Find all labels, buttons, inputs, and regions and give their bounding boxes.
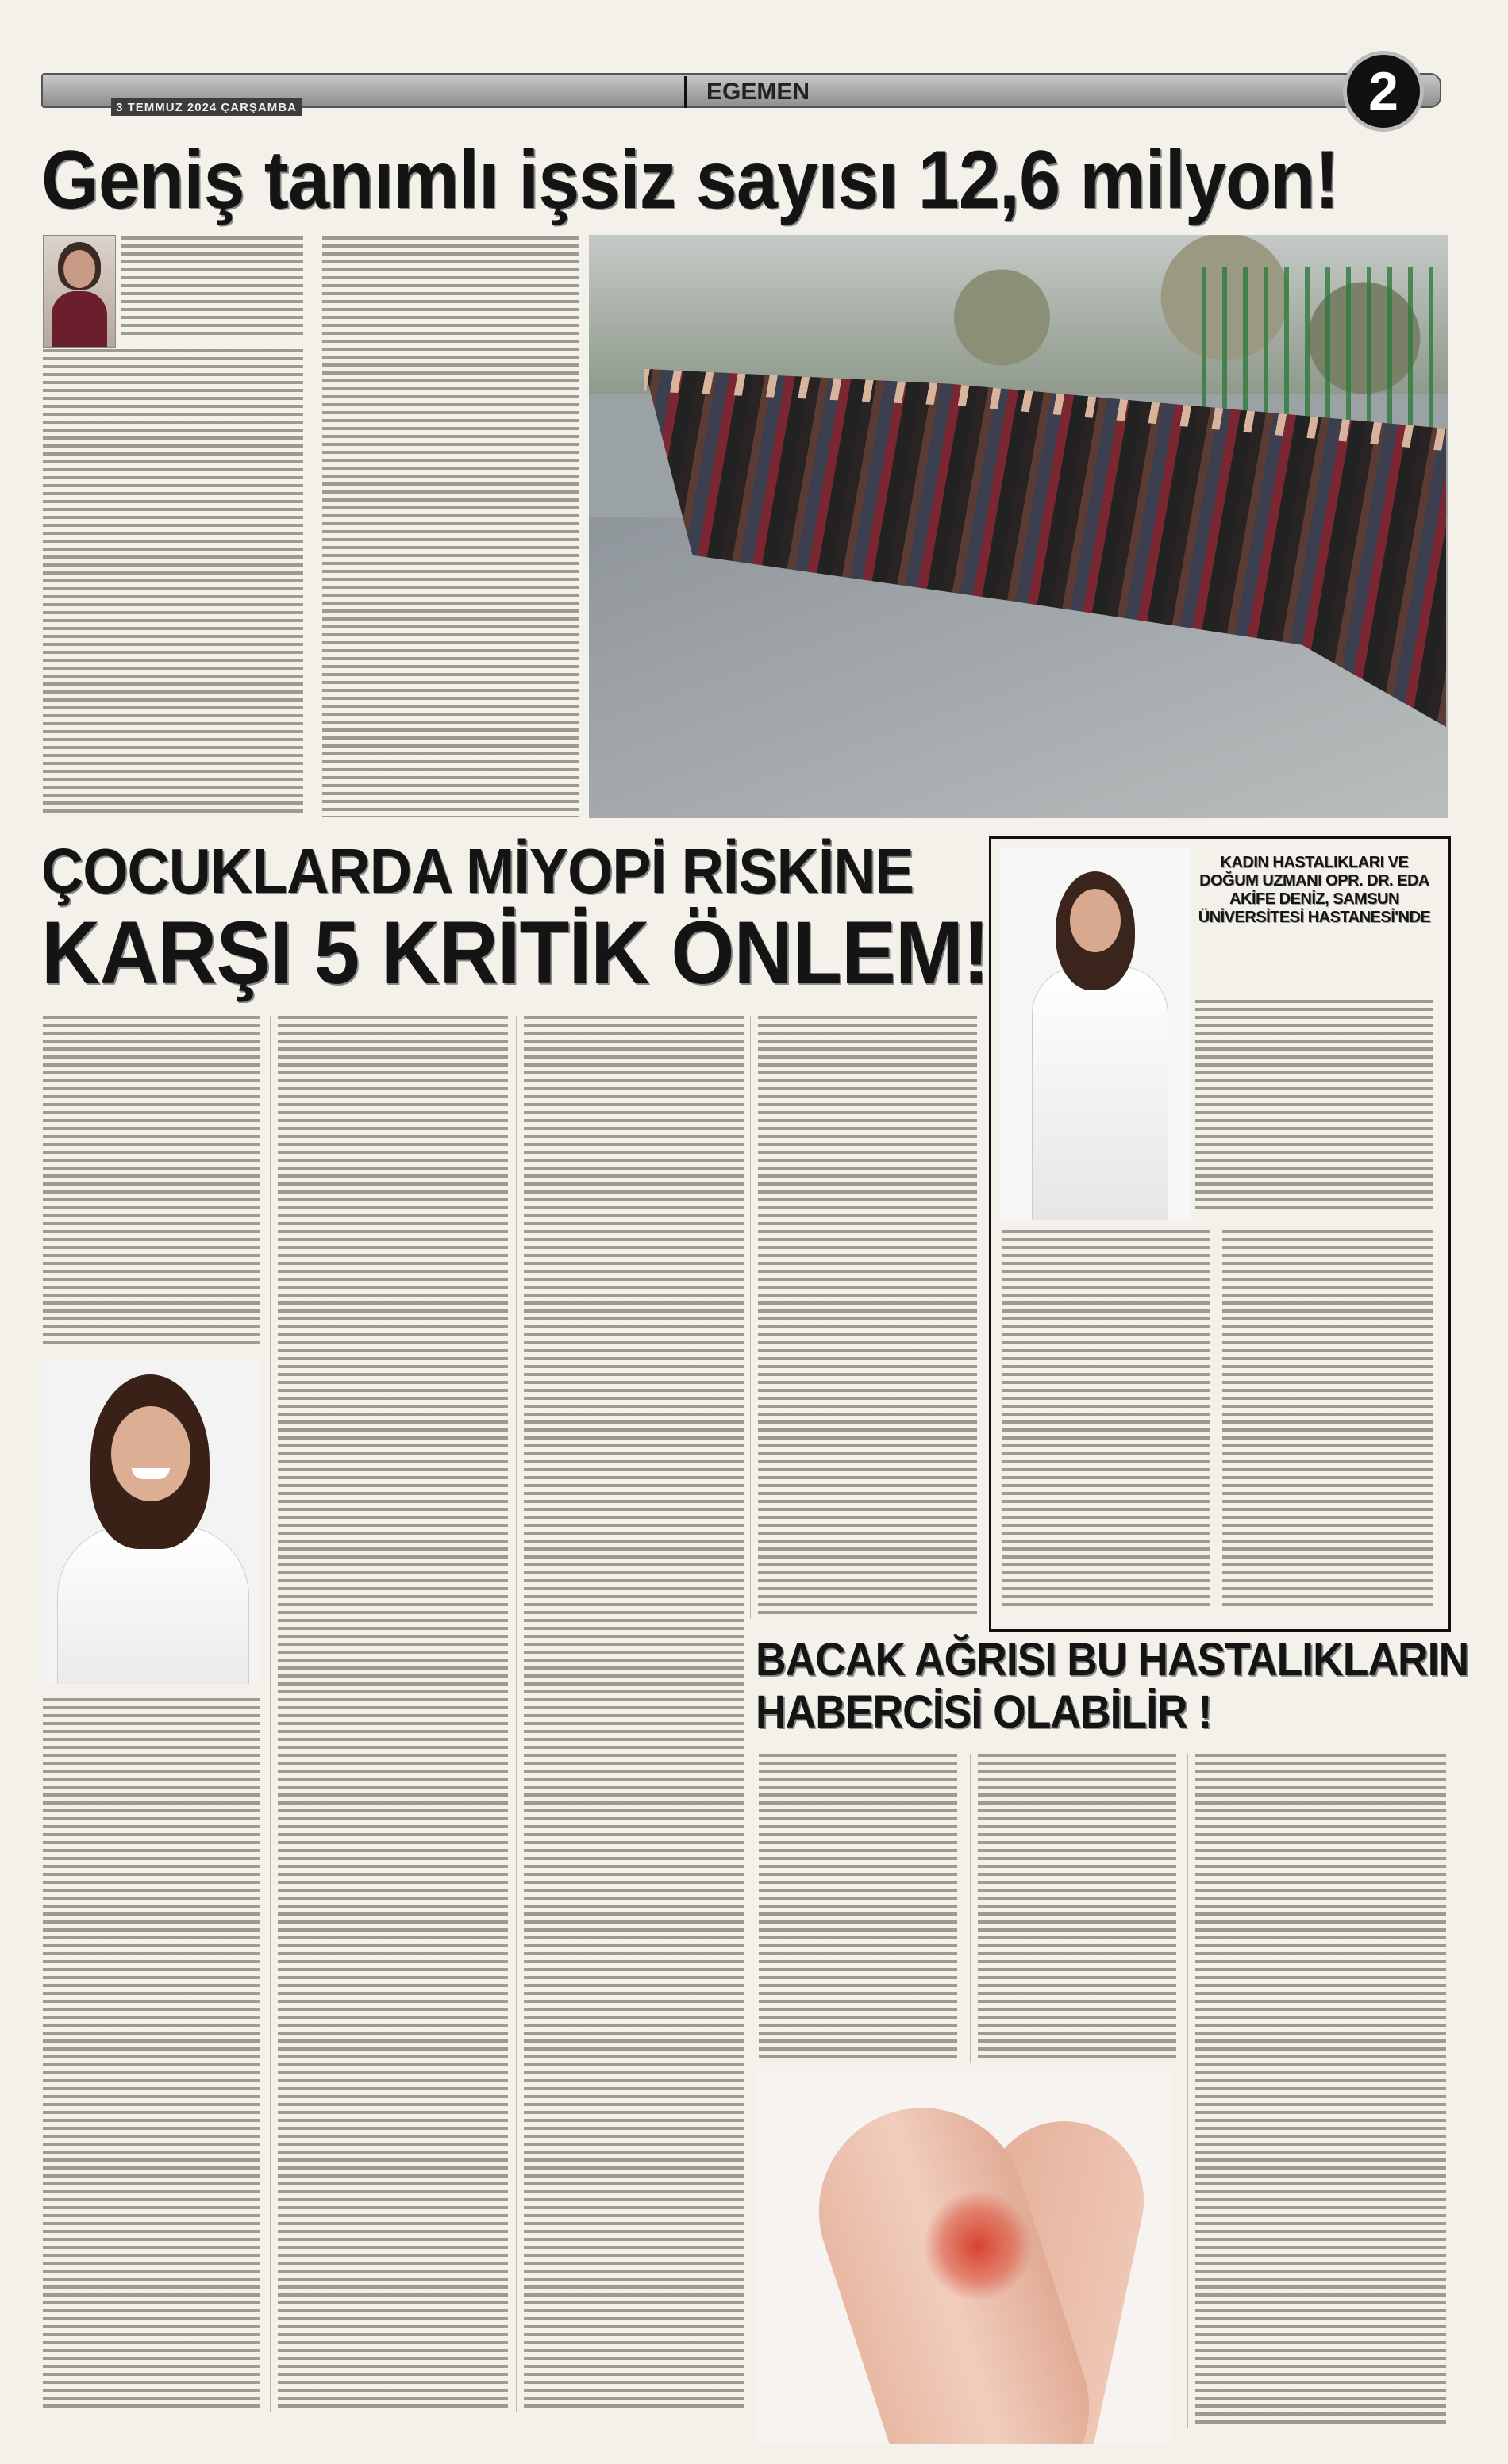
doctor-portrait-photo: [1000, 848, 1191, 1220]
article2-text-col1: [43, 1698, 260, 2412]
doctor-sidebar-text-col2: [1222, 1230, 1433, 1611]
columnist-photo: [43, 235, 116, 348]
article3-text-col2: [978, 1754, 1176, 2063]
woman-portrait-photo: [41, 1359, 260, 1684]
column-divider: [750, 1016, 751, 1619]
article3-headline-line2: HABERCİSİ OLABİLİR !: [756, 1686, 1212, 1738]
article2-headline-line2: KARŞI 5 KRİTİK ÖNLEM!: [41, 903, 990, 1002]
column-divider: [970, 1754, 971, 2063]
doctor-sidebar-title: KADIN HASTALIKLARI VE DOĞUM UZMANI OPR. DR. EDA AKİFE DENİZ, SAMSUN ÜNİVERSİTESİ HASTANESİ'NDE: [1198, 854, 1431, 926]
issue-date: 3 TEMMUZ 2024 ÇARŞAMBA: [111, 98, 302, 116]
article1-text-col2: [322, 236, 579, 817]
column-divider: [270, 1016, 271, 2412]
article1-headline: Geniş tanımlı işsiz sayısı 12,6 milyon!: [41, 134, 1339, 226]
article2-headline-line1: ÇOCUKLARDA MİYOPİ RİSKİNE: [41, 836, 914, 906]
doctor-sidebar-text: [1195, 1000, 1433, 1214]
article2-text-col2: [278, 1016, 508, 2412]
newspaper-masthead: EGEMEN: [684, 76, 829, 108]
article1-text-col1: [43, 349, 303, 817]
article1-text-col1: [121, 236, 303, 340]
people-queue-photo: [589, 235, 1448, 818]
article3-headline-line1: BACAK AĞRISI BU HASTALIKLARIN: [756, 1634, 1469, 1686]
article3-text-col3: [1195, 1754, 1446, 2428]
article2-text-col4: [758, 1016, 977, 1619]
article3-text-col1: [759, 1754, 957, 2063]
article2-lead-text: [43, 1016, 260, 1349]
leg-pain-photo: [756, 2071, 1170, 2444]
doctor-sidebar-text-col1: [1002, 1230, 1210, 1611]
column-divider: [1187, 1754, 1188, 2428]
page-number-badge: 2: [1343, 51, 1424, 132]
article2-text-col3: [524, 1016, 744, 2412]
column-divider: [516, 1016, 517, 2412]
